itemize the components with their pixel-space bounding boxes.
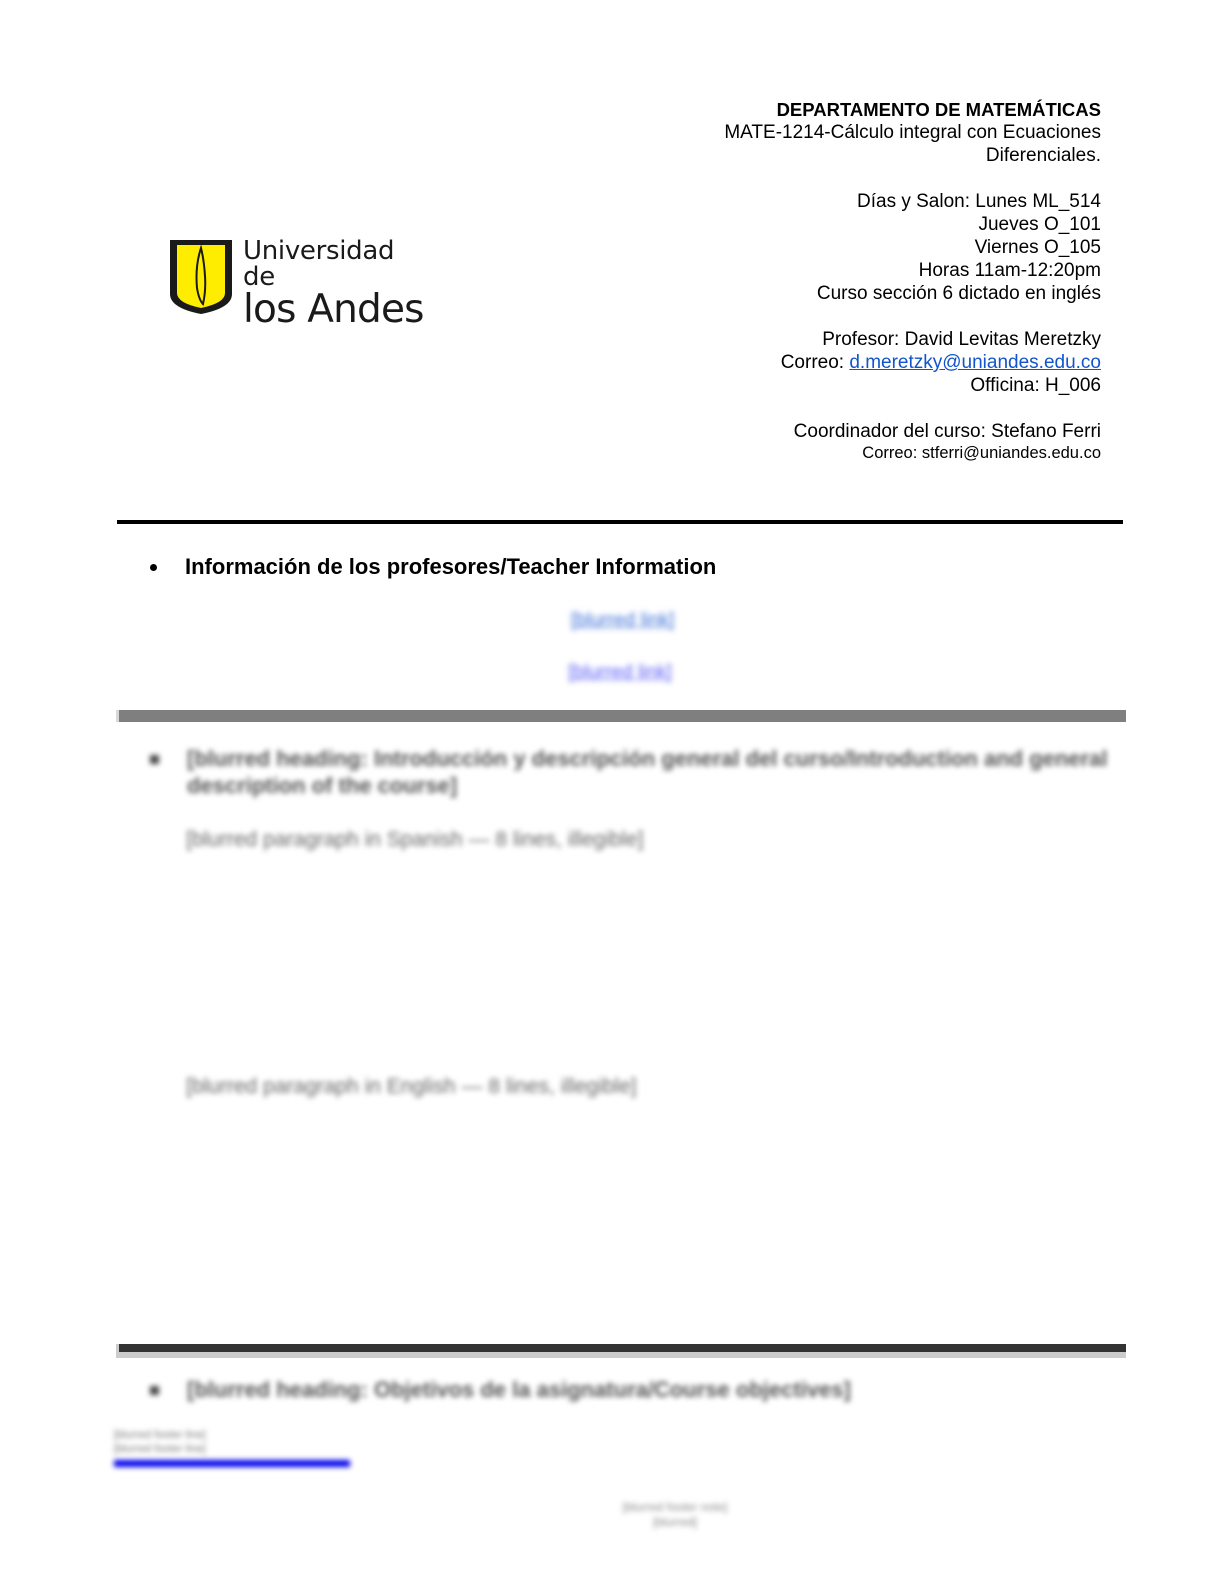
- teacher-info-heading: [150, 554, 716, 580]
- section-language: Curso sección 6 dictado en inglés: [816, 283, 1101, 304]
- course-title-line-1: MATE-1214-Cálculo integral con Ecuaciones: [724, 122, 1101, 143]
- schedule-line: Viernes O_105: [974, 237, 1101, 258]
- introduction-paragraph-es: [blurred paragraph in Spanish — 8 lines, illegible]: [186, 828, 644, 851]
- bullet-icon: [150, 1386, 159, 1395]
- course-header: [724, 98, 1101, 464]
- footer-note-line: [blurred footer note]: [622, 1500, 728, 1514]
- schedule-hours: Horas 11am-12:20pm: [918, 260, 1101, 281]
- coordinator-name: Coordinador del curso: Stefano Ferri: [793, 421, 1101, 442]
- schedule-line: Jueves O_101: [978, 214, 1101, 235]
- objectives-heading: [150, 1377, 851, 1403]
- introduction-heading-text: [blurred heading: Introducción y descripción general del curso/Introduction and general description of the course]: [187, 746, 1108, 798]
- professor-email-link[interactable]: d.meretzky@uniandes.edu.co: [849, 352, 1101, 373]
- logo-line-1: Universidad de: [243, 236, 395, 292]
- bullet-icon: [150, 564, 157, 571]
- shield-icon: [166, 236, 236, 316]
- footer-line: [blurred footer line]: [114, 1429, 206, 1441]
- bullet-icon: [150, 755, 159, 764]
- objectives-heading-text: [blurred heading: Objetivos de la asignatura/Course objectives]: [187, 1377, 851, 1402]
- teacher-info-heading-text: Información de los profesores/Teacher Information: [185, 554, 717, 579]
- teacher-link-2[interactable]: [blurred link]: [568, 662, 672, 683]
- course-title-line-2: Diferenciales.: [985, 145, 1101, 166]
- professor-email-line: [724, 351, 1101, 374]
- introduction-paragraph-en: [blurred paragraph in English — 8 lines, illegible]: [186, 1075, 637, 1098]
- footer-address: [114, 1428, 350, 1467]
- professor-name: Profesor: David Levitas Meretzky: [822, 329, 1101, 350]
- email-label: Correo:: [780, 352, 850, 373]
- university-logo: [166, 236, 428, 332]
- footer-note-line: [blurred]: [652, 1515, 698, 1529]
- coordinator-email: Correo: stferri@uniandes.edu.co: [862, 444, 1101, 462]
- divider-gray: [116, 710, 1126, 722]
- footer-line: [blurred footer line]: [114, 1443, 206, 1455]
- schedule-line: Días y Salon: Lunes ML_514: [857, 191, 1101, 212]
- logo-line-2: los Andes: [243, 287, 424, 332]
- department-title: DEPARTAMENTO DE MATEMÁTICAS: [776, 99, 1101, 120]
- professor-office: Officina: H_006: [970, 375, 1101, 396]
- footer-link[interactable]: [114, 1460, 350, 1467]
- divider-black: [117, 520, 1123, 524]
- footer-note: [170, 1500, 1180, 1530]
- teacher-link-1[interactable]: [blurred link]: [570, 610, 675, 631]
- divider-dark: [116, 1344, 1126, 1358]
- introduction-heading: [150, 745, 1125, 799]
